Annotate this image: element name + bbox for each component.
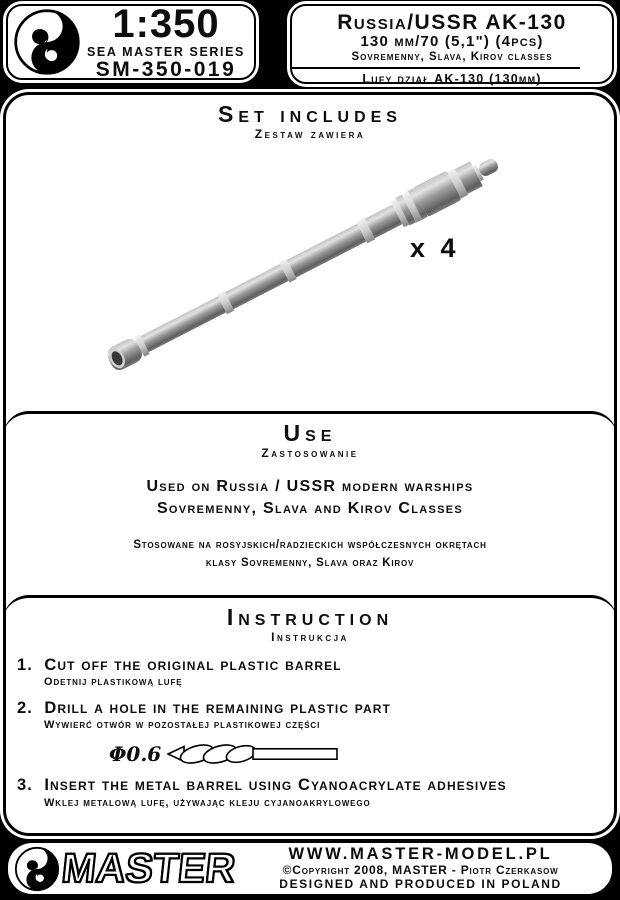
- step-item: [17, 656, 617, 688]
- series-label: SEA MASTER SERIES: [86, 44, 245, 59]
- drill-diagram: [109, 742, 617, 766]
- instruction-title: Instruction: [226, 604, 394, 630]
- main-panel: [3, 92, 617, 836]
- origin-text: DESIGNED AND PRODUCED IN POLAND: [279, 876, 562, 891]
- product-title-polish: Lufy dział AK-130 (130mm): [362, 72, 542, 87]
- quantity-label: x 4: [410, 233, 460, 263]
- drill-diameter-label: Φ0.6: [109, 742, 162, 767]
- set-includes-title: Set includes: [218, 101, 402, 127]
- step-1-subtext: Odetnij plastikową lufę: [44, 676, 183, 689]
- step-3-subtext: Wklej metalową lufę, używając kleju cyjanoakrylowego: [44, 796, 371, 809]
- set-includes-subtitle: Zestaw zawiera: [254, 127, 366, 142]
- footer-panel: [8, 843, 612, 894]
- section-instruction: [3, 595, 617, 833]
- use-polish-line-2: klasy Sovremenny, Slava oraz Kirov: [205, 556, 415, 569]
- use-line-1: Used on Russia / USSR modern warships: [146, 478, 474, 496]
- product-title: Russia/USSR AK-130: [337, 11, 567, 34]
- step-3-text: 3. Insert the metal barrel using Cyanoacrylate adhesives: [17, 776, 507, 795]
- sku-label: SM-350-019: [95, 58, 237, 82]
- step-2-subtext: Wywierć otwór w pozostałej plastikowej części: [44, 719, 321, 732]
- barrel-illustration: [6, 95, 614, 411]
- use-polish-line-1: Stosowane na rosyjskich/radzieckich współczesnych okrętach: [133, 539, 487, 552]
- header-divider: [292, 67, 580, 69]
- step-1-text: 1. Cut off the original plastic barrel: [17, 656, 342, 675]
- master-logo-icon: [14, 846, 60, 892]
- product-classes: Sovremenny, Slava, Kirov classes: [351, 50, 553, 63]
- product-spec: 130 mm/70 (5,1") (4pcs): [360, 33, 544, 51]
- scale-label: 1:350: [112, 1, 220, 46]
- website-url: WWW.MASTER-MODEL.PL: [288, 845, 553, 864]
- copyright-text: ©Copyright 2008, MASTER - Piotr Czerkasow: [282, 863, 559, 878]
- header-right-panel: [290, 4, 614, 87]
- brand-wordmark: MASTER: [59, 845, 238, 891]
- drill-bit-icon: [167, 742, 339, 766]
- step-item: [17, 699, 617, 731]
- use-line-2: Sovremenny, Slava and Kirov Classes: [156, 499, 464, 517]
- step-2-text: 2. Drill a hole in the remaining plastic part: [17, 699, 391, 718]
- header-left-panel: [6, 1, 256, 82]
- section-set-includes: [6, 95, 614, 411]
- instruction-subtitle: Instrukcja: [271, 630, 349, 645]
- section-use: [3, 411, 617, 595]
- use-subtitle: Zastosowanie: [261, 446, 359, 461]
- step-item: [17, 776, 617, 808]
- use-title: Use: [283, 420, 337, 446]
- master-logo-icon: [13, 8, 81, 76]
